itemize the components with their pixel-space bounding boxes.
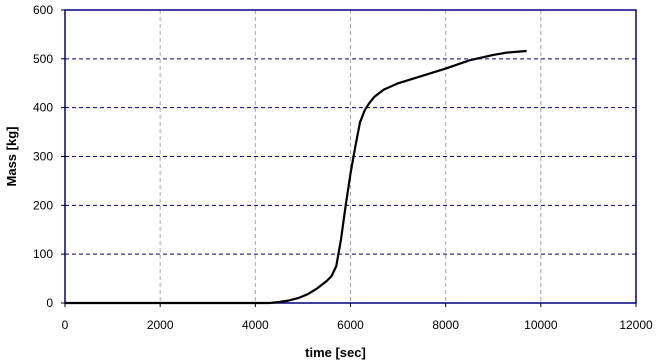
y-tick-labels — [33, 3, 65, 310]
x-tick-label: 10000 — [524, 318, 558, 332]
y-tick-label: 100 — [32, 247, 53, 262]
x-tick-label: 2000 — [146, 318, 174, 332]
x-tick-label: 6000 — [337, 318, 364, 332]
y-tick-label: 300 — [32, 149, 53, 164]
x-tick-label: 8000 — [432, 318, 460, 332]
x-axis-label: time [sec] — [305, 345, 366, 360]
y-tick-label: 500 — [32, 51, 53, 66]
y-tick-label: 400 — [32, 100, 53, 115]
x-tick-labels — [62, 303, 653, 332]
x-tick-label: 0 — [61, 318, 69, 332]
x-tick-label: 12000 — [619, 318, 653, 332]
mass-series-line — [65, 51, 527, 303]
y-tick-label: 0 — [46, 296, 53, 310]
x-tick-label: 4000 — [241, 318, 269, 332]
y-axis-label: Mass [kg] — [4, 126, 19, 187]
series-layer — [65, 51, 527, 303]
y-tick-label: 200 — [32, 198, 53, 213]
grid-lines — [65, 10, 636, 303]
y-tick-label: 600 — [32, 3, 53, 17]
